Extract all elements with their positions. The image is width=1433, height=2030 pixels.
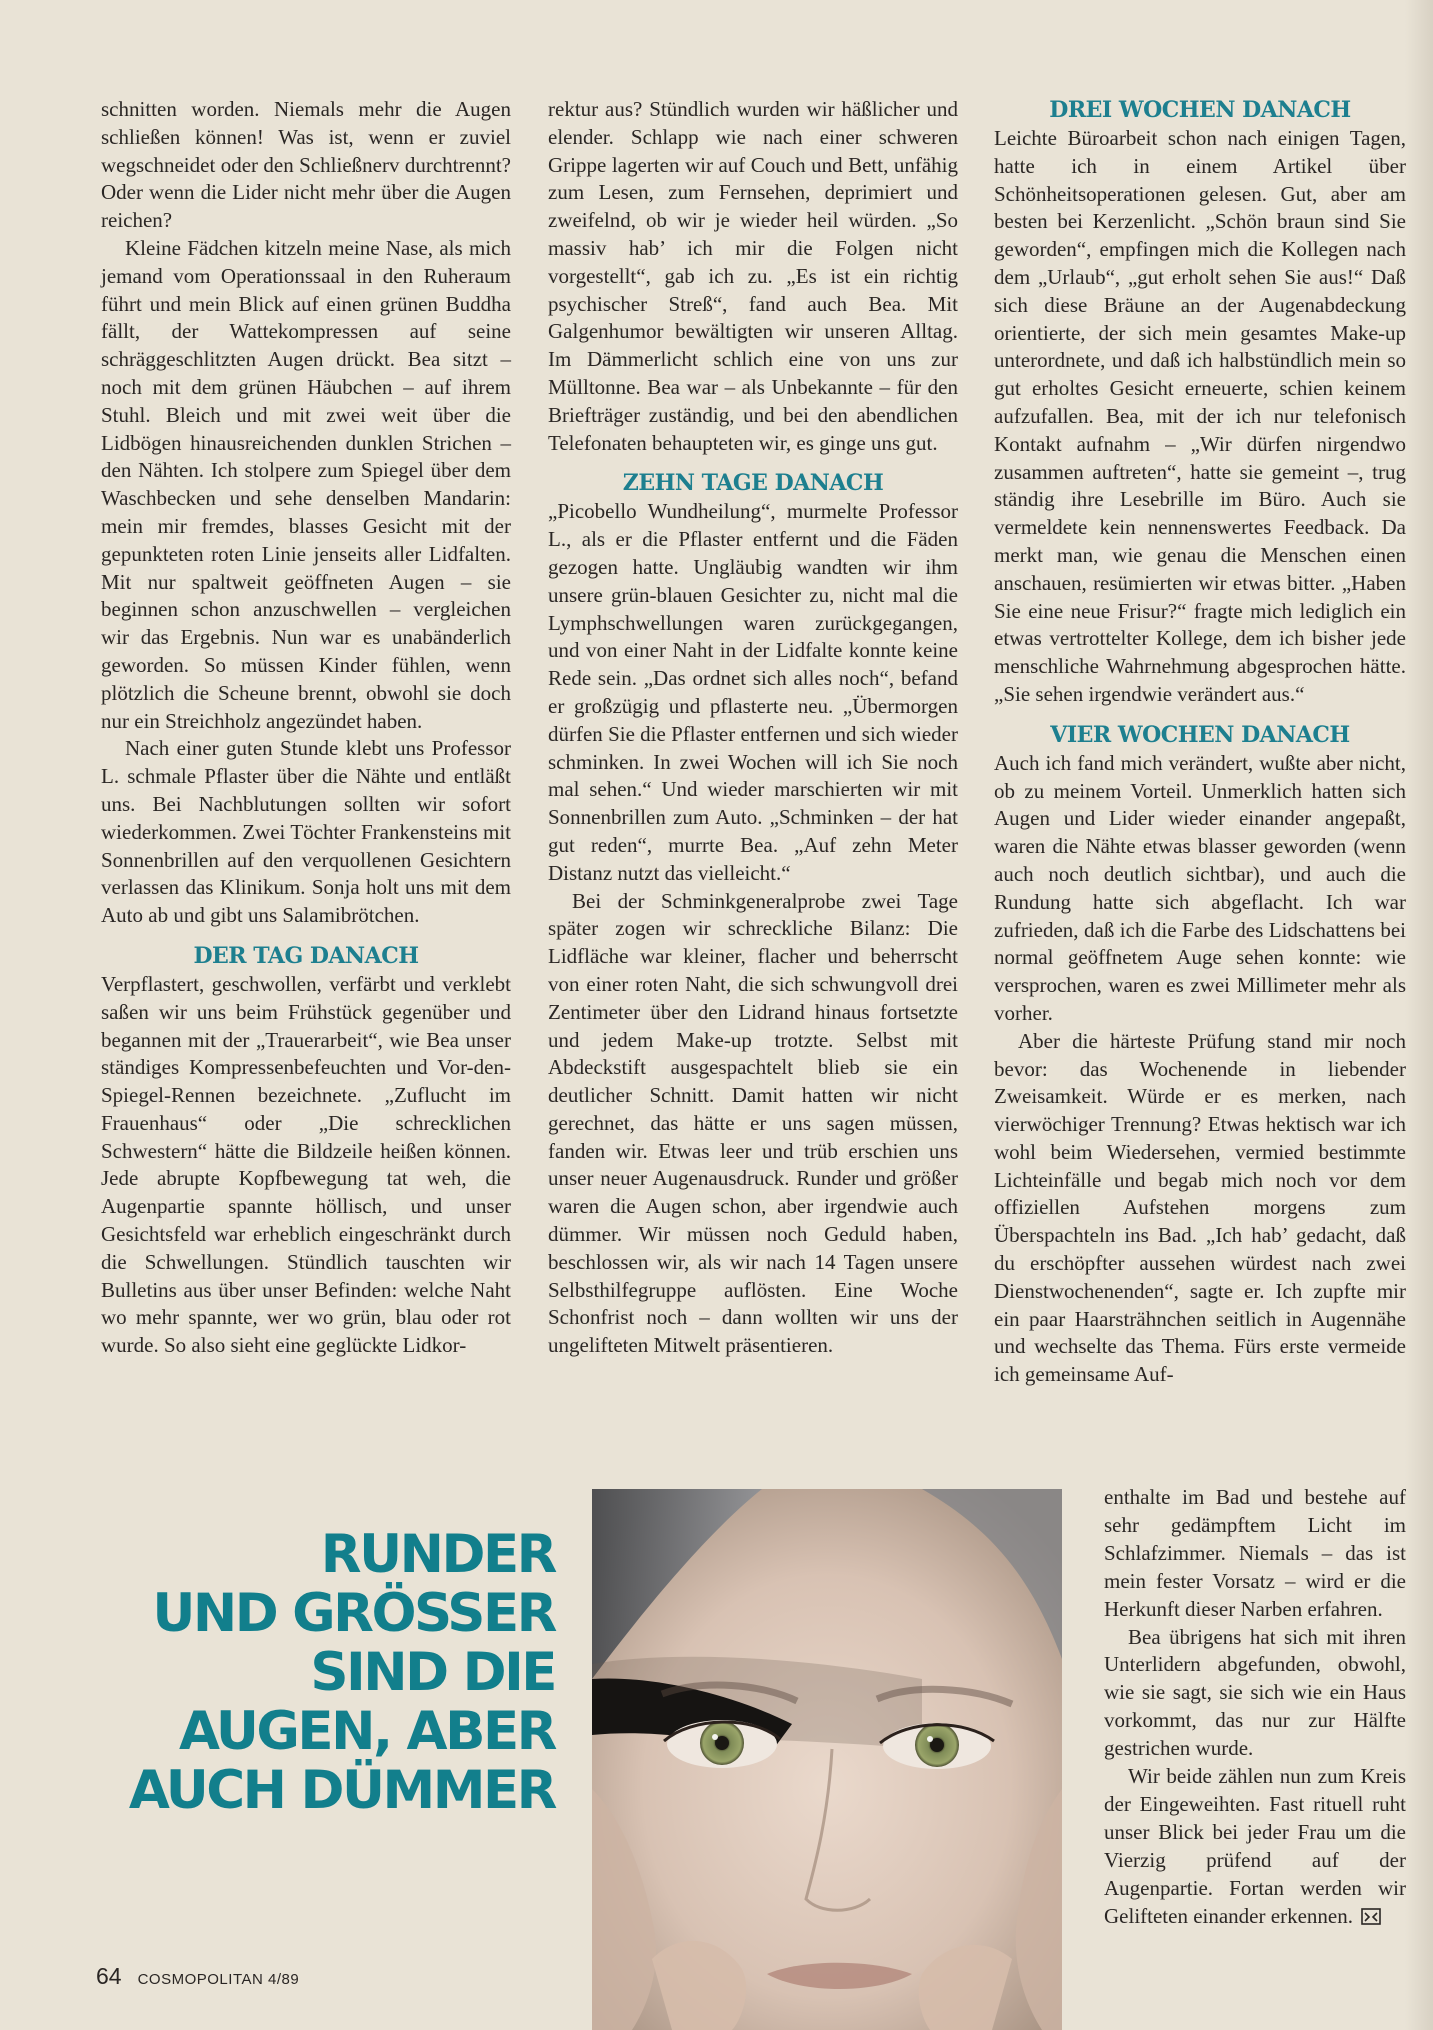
- paragraph: enthalte im Bad und bestehe auf sehr gedämpftem Licht im Schlafzimmer. Niemals – das ist mein fester Vorsatz – wird er die Herkunft dieser Narben erfahren.: [1104, 1485, 1406, 1621]
- section-heading-vier-wochen-danach: VIER WOCHEN DANACH: [1050, 721, 1350, 748]
- paragraph: „Picobello Wundheilung“, murmelte Professor L., als er die Pflaster entfernt und die Fäden gezogen hatte. Ungläubig wandten wir ihm unsere grün-blauen Gesichter zu, nicht mal die Lymphschwellungen waren zurückgegangen, und von einer Naht in der Lidfalte konnte keine Rede sein. „Das ordnet sich alles noch“, befand er großzügig und pflasterte neu. „Übermorgen dürfen Sie die Pflaster entfernen und sich wieder schminken. In zwei Wochen will ich Sie noch mal sehen.“ Und wieder marschierten wir mit Sonnenbrillen zum Auto. „Schminken – der hat gut reden“, murrte Bea. „Auf zehn Meter Distanz nutzt das vielleicht.“: [548, 499, 958, 885]
- end-mark-icon: [1361, 1908, 1381, 1925]
- article-column-3-continuation: [1104, 1484, 1406, 1931]
- article-column-1: [101, 96, 511, 1360]
- article-column-2: [548, 96, 958, 1360]
- page-footer: [96, 1963, 299, 1990]
- face-illustration: [592, 1489, 1062, 2030]
- paragraph: [1104, 1763, 1406, 1930]
- paragraph: Bea übrigens hat sich mit ihren Unterlidern abgefunden, obwohl, wie sie sagt, sie sich wie ein Haus vorkommt, das nur zur Hälfte gestrichen wurde.: [1104, 1624, 1406, 1761]
- section-heading-zehn-tage-danach: ZEHN TAGE DANACH: [622, 470, 884, 497]
- section-heading-drei-wochen-danach: DREI WOCHEN DANACH: [1049, 97, 1351, 123]
- page-number: 64: [96, 1963, 122, 1989]
- pull-quote-line: SIND DIE: [310, 1642, 555, 1703]
- paragraph: Auch ich fand mich verändert, wußte aber nicht, ob zu meinem Vorteil. Unmerklich hatten sich Augen und Lider wieder einander angepaßt, waren die Nähte etwas blasser geworden (wenn auch noch deutlich sichtbar), und auch die Rundung hatte sich abgeflacht. Ich war zufrieden, daß ich die Farbe des Lidschattens bei normal geöffnetem Auge sehen konnte: wie versprochen, waren es zwei Millimeter mehr als vorher.: [994, 750, 1406, 1025]
- paragraph: Leichte Büroarbeit schon nach einigen Tagen, hatte ich in einem Artikel über Schönheitsoperationen gelesen. Gut, aber am besten bei Kerzenlicht. „Schön braun sind Sie geworden“, empfingen mich die Kollegen nach dem „Urlaub“, „gut erholt sehen Sie aus!“ Daß sich diese Bräune an der Augenabdeckung orientierte, der sich mein gesamtes Make-up unterordnete, und daß ich halbstündlich mein so gut erholtes Gesicht erneuerte, schien keinem aufzufallen. Bea, mit der ich nur telefonisch Kontakt aufnahm – „Wir dürfen nirgendwo zusammen auftreten“, hatte sie gemeint –, trug ständig ihre Lesebrille im Büro. Auch sie vermeldete kein nennenswertes Feedback. Da merkt man, wie genau die Menschen einen anschauen, resümierten wir etwas bitter. „Haben Sie eine neue Frisur?“ fragte mich lediglich ein etwas vertrottelter Kollege, dem ich bisher jede menschliche Wahrnehmung abgesprochen hätte. „Sie sehen irgendwie verändert aus.“: [994, 126, 1406, 706]
- pull-quote-line: AUGEN, ABER: [178, 1701, 555, 1762]
- face-photo: [592, 1489, 1062, 2030]
- paragraph: Verpflastert, geschwollen, verfärbt und verklebt saßen wir uns beim Frühstück gegenüber und begannen mit der „Trauerarbeit“, wie Bea unser ständiges Kompressenbefeuchten und Vor-den-Spiegel-Rennen bezeichnete. „Zuflucht im Frauenhaus“ oder „Die schrecklichen Schwestern“ hätte die Bildzeile heißen können. Jede abrupte Kopfbewegung tat weh, die Augenpartie spannte höllisch, und unser Gesichtsfeld war erheblich eingeschränkt durch die Schwellungen. Stündlich tauschten wir Bulletins aus über unser Befinden: welche Naht wo mehr spannte, wer wo grün, blau oder rot wurde. So also sieht eine geglückte Lidkor-: [101, 971, 511, 1358]
- article-column-3: [994, 96, 1406, 1389]
- paragraph: schnitten worden. Niemals mehr die Augen schließen können! Was ist, wenn er zuviel wegschneidet oder den Schließnerv durchtrennt? Oder wenn die Lider nicht mehr über die Augen reichen?: [101, 97, 511, 233]
- paragraph: Kleine Fädchen kitzeln meine Nase, als mich jemand vom Operationssaal in den Ruheraum führt und mein Blick auf einen grünen Buddha fällt, der Wattekompressen auf seine schräggeschlitzten Augen drückt. Bea sitzt – noch mit dem grünen Häubchen – auf ihrem Stuhl. Bleich und mit zwei weit über die Lidbögen hinausreichenden dunklen Strichen – den Nähten. Ich stolpere zum Spiegel über dem Waschbecken und sehe denselben Mandarin: mein mir fremdes, blasses Gesicht mit der gepunkteten roten Linie jenseits aller Lidfalten. Mit nur spaltweit geöffneten Augen – sie beginnen schon anzuschwellen – vergleichen wir das Ergebnis. Nun war es unabänderlich geworden. So müssen Kinder fühlen, wenn plötzlich die Scheune brennt, obwohl sie doch nur ein Streichholz angezündet haben.: [101, 235, 511, 733]
- paragraph: Aber die härteste Prüfung stand mir noch bevor: das Wochenende in liebender Zweisamkeit. Würde er es merken, nach vierwöchiger Trennung? Etwas hektisch war ich wohl beim Wiedersehen, vermied bestimmte Lichteinfälle und begab mich noch vor dem offiziellen Aufstehen morgens zum Überspachteln ins Bad. „Ich hab’ gedacht, daß du erschöpfter aussehen würdest nach zwei Dienstwochenenden“, sagte er. Ich zupfte mir ein paar Haarsträhnchen seitlich in Augennähe und wechselte das Thema. Fürs erste vermeide ich gemeinsame Auf-: [994, 1028, 1406, 1387]
- pull-quote-line: RUNDER: [320, 1524, 555, 1585]
- page-edge: [1405, 0, 1433, 2030]
- paragraph: Nach einer guten Stunde klebt uns Professor L. schmale Pflaster über die Nähte und entläßt uns. Bei Nachblutungen sollten wir sofort wiederkommen. Zwei Töchter Frankensteins mit Sonnenbrillen auf den verquollenen Gesichtern verlassen das Klinikum. Sonja holt uns mit dem Auto ab und gibt uns Salamibrötchen.: [101, 736, 511, 928]
- magazine-issue: COSMOPOLITAN 4/89: [137, 1971, 300, 1988]
- section-heading-der-tag-danach: DER TAG DANACH: [193, 942, 419, 969]
- pull-quote-line: UND GRÖSSER: [152, 1583, 555, 1644]
- pull-quote: [80, 1525, 555, 1820]
- paragraph: rektur aus? Stündlich wurden wir häßlicher und elender. Schlapp wie nach einer schweren Grippe lagerten wir auf Couch und Bett, unfähig zum Lesen, zum Fernsehen, deprimiert und zweifelnd, ob wir je wieder heil würden. „So massiv hab’ ich mir die Folgen nicht vorgestellt“, gab ich zu. „Es ist ein richtig psychischer Streß“, fand auch Bea. Mit Galgenhumor bewältigten wir unseren Alltag. Im Dämmerlicht schlich eine von uns zur Mülltonne. Bea war – als Unbekannte – für den Briefträger zuständig, und bei den abendlichen Telefonaten behaupteten wir, es ginge uns gut.: [548, 97, 958, 455]
- pull-quote-line: AUCH DÜMMER: [128, 1760, 555, 1821]
- paragraph-text: Wir beide zählen nun zum Kreis der Eingeweihten. Fast rituell ruht unser Blick bei jeder Frau um die Vierzig prüfend auf der Augenpartie. Fortan werden wir Gelifteten einander erkennen.: [1104, 1764, 1406, 1928]
- paragraph: Bei der Schminkgeneralprobe zwei Tage später zogen wir schreckliche Bilanz: Die Lidfläche war kleiner, flacher und beherrscht von einer roten Naht, die sich schwungvoll drei Zentimeter über den Lidrand hinaus fortsetzte und jedem Make-up trotzte. Selbst mit Abdeckstift ausgespachtelt blieb sie ein deutlicher Schnitt. Damit hatten wir nicht gerechnet, das hätte er uns sagen müssen, fanden wir. Etwas leer und trüb erschien uns unser neuer Augenausdruck. Runder und größer waren die Augen schon, aber irgendwie auch dümmer. Wir müssen noch Geduld haben, beschlossen wir, als wir nach 14 Tagen unsere Selbsthilfegruppe auflösten. Eine Woche Schonfrist noch – dann wollten wir uns der ungelifteten Mitwelt präsentieren.: [548, 888, 958, 1358]
